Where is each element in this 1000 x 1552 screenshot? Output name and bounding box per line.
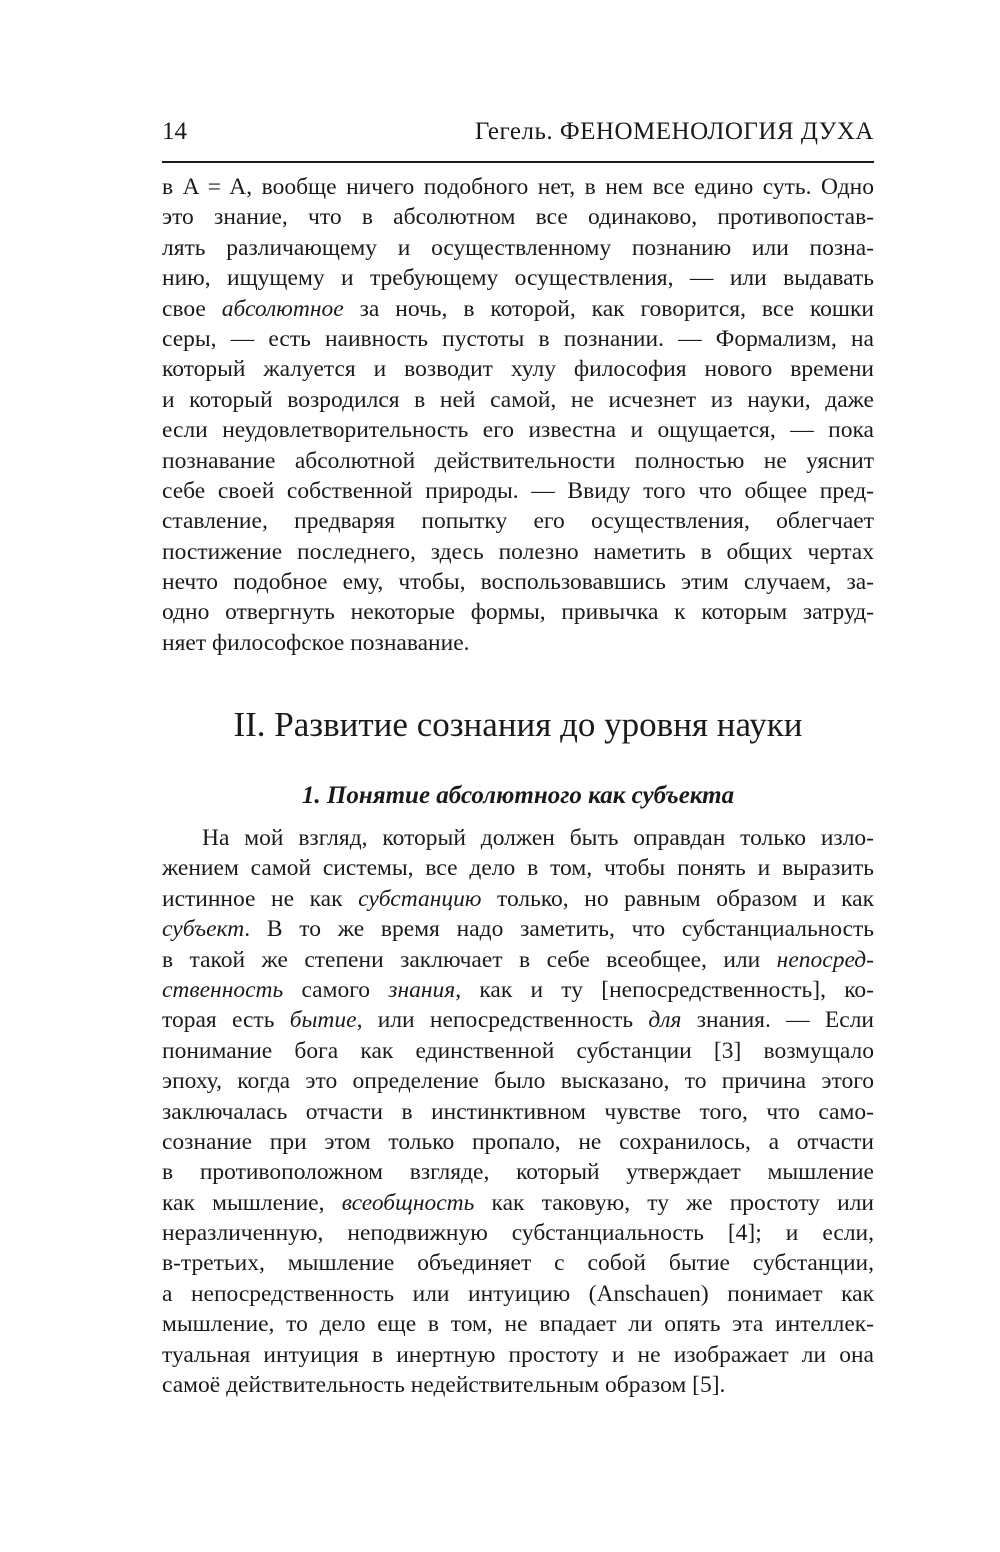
emphasis-text: ственность <box>162 976 284 1003</box>
emphasis-text: непосред- <box>776 946 874 973</box>
emphasis-text: всеобщность <box>341 1189 475 1216</box>
text-segment: истинное не как <box>162 885 359 912</box>
text-line <box>162 1005 874 1035</box>
text-line <box>162 884 874 914</box>
text-line <box>162 1036 874 1066</box>
text-segment: сознание при этом только пропало, не сохранилось, а отчасти <box>162 1128 874 1155</box>
page-number: 14 <box>162 118 187 145</box>
text-line <box>162 1279 874 1309</box>
text-line <box>162 1248 874 1278</box>
text-line <box>162 914 874 944</box>
text-segment: который жалуется и возводит хулу философия нового времени <box>162 356 874 383</box>
text-line <box>162 233 874 263</box>
emphasis-text: бытие <box>289 1007 357 1034</box>
text-line <box>162 1097 874 1127</box>
text-segment: серы, — есть наивность пустоты в познании. — Формализм, на <box>162 325 874 352</box>
text-line <box>162 263 874 293</box>
paragraph-2 <box>162 823 874 1400</box>
text-line <box>162 628 874 658</box>
text-line <box>162 597 874 627</box>
text-line <box>162 1218 874 1248</box>
text-line <box>162 476 874 506</box>
text-line <box>162 1340 874 1370</box>
text-segment: свое <box>162 295 222 322</box>
text-line <box>162 324 874 354</box>
text-segment: как таковую, ту же простоту или <box>474 1189 875 1216</box>
text-segment: и который возродился в ней самой, не исчезнет из науки, даже <box>162 386 874 413</box>
text-segment: это знание, что в абсолютном все одинаково, противопостав- <box>162 204 874 231</box>
text-segment: неразличенную, неподвижную субстанциальность [4]; и если, <box>162 1220 874 1247</box>
text-line <box>162 1188 874 1218</box>
text-segment: одно отвергнуть некоторые формы, привычка к которым затруд- <box>162 599 874 626</box>
text-segment: знания. — Если <box>681 1007 874 1034</box>
text-segment: постижение последнего, здесь полезно наметить в общих чертах <box>162 538 874 565</box>
text-line <box>162 1309 874 1339</box>
running-title: Гегель. ФЕНОМЕНОЛОГИЯ ДУХА <box>474 118 874 145</box>
running-head <box>162 118 874 150</box>
text-line <box>162 415 874 445</box>
text-line <box>162 823 874 853</box>
text-segment: себе своей собственной природы. — Ввиду того что общее пред- <box>162 477 874 504</box>
text-line <box>162 1157 874 1187</box>
text-segment: самоё действительность недействительным образом [5]. <box>162 1372 726 1399</box>
text-line <box>162 354 874 384</box>
text-line <box>162 202 874 232</box>
emphasis-text: субстанцию <box>358 885 482 912</box>
text-segment: . В то же время надо заметить, что субстанциальность <box>244 916 874 943</box>
text-segment: а непосредственность или интуицию (Anschauen) понимает как <box>162 1280 874 1307</box>
text-segment: лять различающему и осуществленному познанию или позна- <box>162 234 874 261</box>
text-segment: мышление, то дело еще в том, не впадает ли опять эта интеллек- <box>162 1311 874 1338</box>
sub-heading: 1. Понятие абсолютного как субъекта <box>301 782 735 809</box>
emphasis-text: абсолютное <box>221 295 344 322</box>
text-segment: нию, ищущему и требующему осуществления, — или выдавать <box>162 265 874 292</box>
text-line <box>162 975 874 1005</box>
text-line <box>162 945 874 975</box>
text-segment: заключалась отчасти в инстинктивном чувстве того, что само- <box>162 1098 874 1125</box>
text-segment: торая есть <box>162 1007 290 1034</box>
text-segment: если неудовлетворительность его известна и ощущается, — пока <box>162 417 874 444</box>
text-line <box>162 172 874 202</box>
paragraph-1 <box>162 172 874 658</box>
text-segment: нечто подобное ему, чтобы, воспользовавшись этим случаем, за- <box>162 569 874 596</box>
text-line <box>162 294 874 324</box>
text-line <box>162 853 874 883</box>
text-segment: понимание бога как единственной субстанции [3] возмущало <box>162 1037 874 1064</box>
text-segment: за ночь, в которой, как говорится, все кошки <box>343 295 875 322</box>
text-line <box>162 1066 874 1096</box>
text-line <box>162 1370 874 1400</box>
emphasis-text: субъект <box>162 916 245 943</box>
text-segment: в-третьих, мышление объединяет с собой бытие субстанции, <box>162 1250 874 1277</box>
text-segment: , или непосредственность <box>356 1007 649 1034</box>
text-line <box>162 567 874 597</box>
text-segment: ставление, предваряя попытку его осуществления, облегчает <box>162 508 874 535</box>
header-rule <box>162 161 874 163</box>
text-segment: в такой же степени заключает в себе всеобщее, или <box>162 946 777 973</box>
emphasis-text: для <box>648 1007 682 1034</box>
text-line <box>162 446 874 476</box>
text-segment: в A = A, вообще ничего подобного нет, в нем все едино суть. Одно <box>162 174 874 200</box>
text-segment: эпоху, когда это определение было высказано, то причина этого <box>162 1068 874 1095</box>
text-segment: познавание абсолютной действительности полностью не уяснит <box>162 447 874 474</box>
text-segment: няет философское познавание. <box>162 629 470 656</box>
text-segment: самого <box>283 976 389 1003</box>
text-segment: жением самой системы, все дело в том, чтобы понять и выразить <box>162 855 874 882</box>
text-segment: только, но равным образом и как <box>481 885 874 912</box>
text-line <box>162 537 874 567</box>
section-heading: II. Развитие сознания до уровня науки <box>233 705 803 744</box>
text-line <box>162 506 874 536</box>
text-segment: в противоположном взгляде, который утверждает мышление <box>162 1159 874 1186</box>
text-segment: как мышление, <box>162 1189 342 1216</box>
text-line <box>162 385 874 415</box>
text-segment: туальная интуиция в инертную простоту и не изображает ли она <box>162 1341 874 1368</box>
text-segment: На мой взгляд, который должен быть оправдан только изло- <box>202 825 874 851</box>
text-segment: , как и ту [непосредственность], ко- <box>455 976 874 1003</box>
emphasis-text: знания <box>388 976 456 1003</box>
text-line <box>162 1127 874 1157</box>
